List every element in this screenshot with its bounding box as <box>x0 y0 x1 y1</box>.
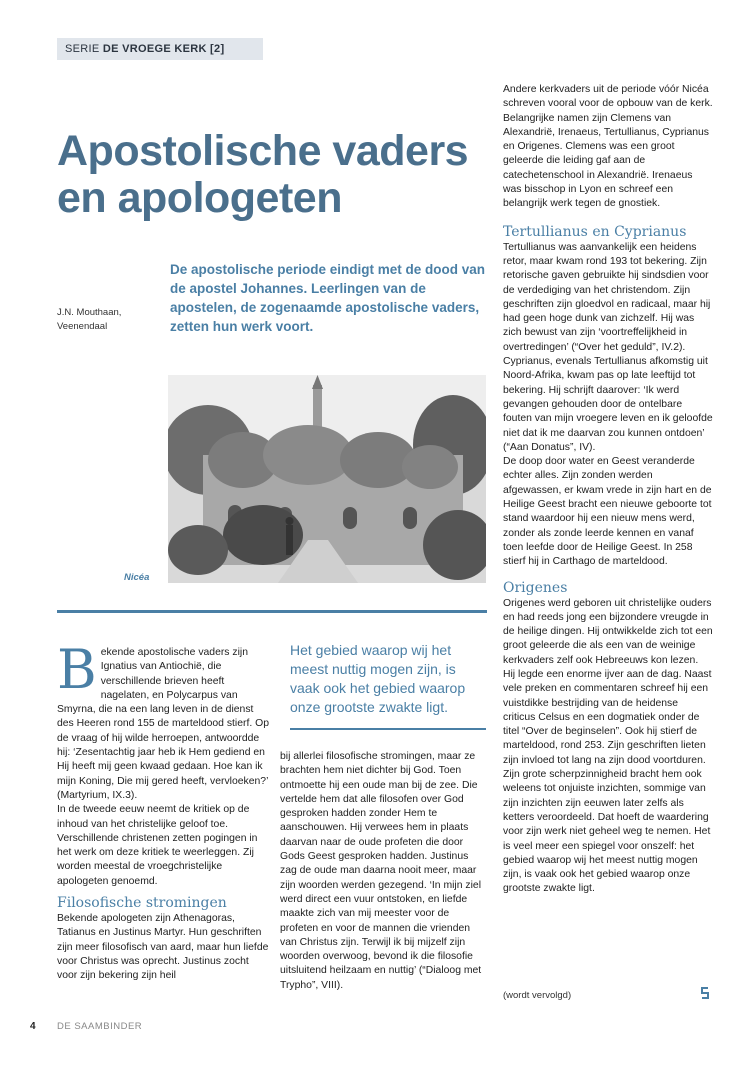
heading-origenes: Origenes <box>503 579 568 596</box>
intro-paragraph <box>57 638 270 803</box>
continued-note: (wordt vervolgd) <box>503 990 572 1001</box>
col1-p2: In de tweede eeuw neemt de kritiek op de inhoud van het christelijke geloof toe. Verschillende christenen zetten pogingen in het werk om deze kritiek te weerleggen. Zij worden meestal de vroegchristelijke apologeten genoemd. <box>57 804 258 887</box>
col1-p1: ekende apostolische vaders zijn Ignatius van Antiochië, die verschillende brieven heeft nagelaten, en Polycarpus van Smyrna, die na een lang leven in de dienst des Heeren rond 155 de marteldood stierf. Op de vraag of hij wilde herroepen, antwoordde hij: ‘Zesentachtig jaar heb ik Hem gediend en Hij heeft mij geen kwaad gedaan. Hoe kan ik mijn Koning, Die mij gered heeft, vervloeken?’ (Martyrium, IX.3). <box>57 647 269 801</box>
col3-p1: Andere kerkvaders uit de periode vóór Nicéa schreven vooral voor de opbouw van de kerk. Belangrijke namen zijn Clemens van Alexandrië, Irenaeus, Tertullianus, Cyprianus en Origenes. Clemens was een groot geleerde die leiding gaf aan de catechetenschool in Alexandrië. Irenaeus was bisschop in Lyon en schreef een belangrijk werk tegen de gnostiek. <box>503 84 713 210</box>
article-title: Apostolische vaders en apologeten <box>57 127 469 222</box>
col3-p4: De doop door water en Geest veranderde echter alles. Zijn zonden werden afgewassen, er kwam vrede in zijn hart en de Heilige Geest bracht een nieuwe geboorte tot stand waardoor hij een nieuw mens werd, zonder als zonde leerde kennen en vanaf toen leefde door de Heilige Geest. In 258 stierf hij in Carthago de marteldood. <box>503 456 712 568</box>
column-3 <box>503 83 713 897</box>
magazine-name: DE SAAMBINDER <box>57 1021 143 1032</box>
series-tag <box>57 38 263 60</box>
end-mark-icon <box>700 987 710 999</box>
col2-p1: bij allerlei filosofische stromingen, maar ze brachten hem niet dichter bij God. Toen ontmoette hij een oude man bij de zee. Die vertelde hem dat alle filosofen over God gesproken hadden zonder Hem te aanschouwen. Hij verwees hem in plaats daarvan naar de oude profeten die door Gods Geest gesproken hadden. Justinus zag de oude man daarna nooit meer, maar zijn woorden werden gezegend. ‘In mijn ziel werd direct een vuur ontstoken, en liefde maakte zich van mij meester voor de profeten en voor de mannen die vrienden van Christus zijn. Terwijl ik bij mijzelf zijn woorden overwoog, bevond ik die filosofie uitsluitend heilzaam en nuttig’ (“Dialoog met Trypho”, VIII). <box>280 751 482 991</box>
drop-cap: B <box>57 638 97 701</box>
column-1 <box>57 638 270 984</box>
page-number: 4 <box>30 1021 36 1032</box>
author-block <box>57 306 157 334</box>
article-lead: De apostolische periode eindigt met de dood van de apostel Johannes. Leerlingen van de apostelen, de zogenaamde apostolische vaders, zetten hun werk voort. <box>170 262 486 334</box>
author-name: J.N. Mouthaan, <box>57 307 122 318</box>
section-divider <box>57 610 487 613</box>
church-photo <box>168 375 486 583</box>
column-2 <box>280 750 487 993</box>
col3-p3: Cyprianus, evenals Tertullianus afkomstig uit Noord-Afrika, kwam pas op late leeftijd tot bekering. Hij schrijft daarover: ‘Ik werd gevangen gehouden door de ontelbare fouten van mijn vroegere leven en ik geloofde niet dat ik me daarvan zou kunnen ontdoen’ (“Aan Donatus”, IV). <box>503 356 713 453</box>
series-prefix: SERIE <box>65 43 103 55</box>
photo-caption: Nicéa <box>124 572 150 583</box>
col3-p2: Tertullianus was aanvankelijk een heidens retor, maar kwam rond 193 tot bekering. Zijn retorische gaven gebruikte hij sindsdien voor de verdediging van het christendom. Zijn geschriften zijn gloedvol en radicaal, maar hij had geen hoge dunk van zichzelf. Hij was zich bewust van zijn ‘voortreffelijkheid in overtredingen’ (“Over het geduld”, IV.2). <box>503 241 711 353</box>
pull-quote-rule <box>290 728 486 730</box>
heading-tertullianus-cyprianus: Tertullianus en Cyprianus <box>503 223 687 240</box>
pull-quote: Het gebied waarop wij het meest nuttig mogen zijn, is vaak ook het gebied waarop onze grootste zwakte ligt. <box>290 642 466 715</box>
col3-p5: Origenes werd geboren uit christelijke ouders en had reeds jong een bijzondere vreugde in de heilige dingen. Hij ontwikkelde zich tot een groot geleerde die als een van de weinige kerkvaders zelf ook Hebreeuws kon lezen. Hij legde een enorme ijver aan de dag. Naast vele preken en commentaren schreef hij een vuistdikke bestrijding van de heidense criticus Celsus en een dogmatiek onder de titel “Over de beginselen”. Ook hij stierf de marteldood, rond 253. Zijn geschriften lieten zijn invloed tot lang na zijn dood voortduren. Zijn grote scherpzinnigheid bracht hem ook weleens tot onjuiste inzichten, sommige van zijn inzichten zijn eeuwen later zelfs als ketters veroordeeld. Dat hoeft de waardering voor zijn werk niet geheel weg te nemen. Het is veel meer een spiegel voor onszelf: het gebied waarop wij het meest nuttig mogen zijn, is vaak ook het gebied waarop onze grootste zwakte ligt. <box>503 597 713 895</box>
author-place: Veenendaal <box>57 321 108 332</box>
col1-p3: Bekende apologeten zijn Athenagoras, Tatianus en Justinus Martyr. Hun geschriften zijn meer filosofisch van aard, maar hun liefde voor Christus was oprecht. Justinus zocht voor zijn bekering zijn heil <box>57 913 269 982</box>
heading-filosofische-stromingen: Filosofische stromingen <box>57 895 227 912</box>
series-name: DE VROEGE KERK [2] <box>102 43 225 55</box>
